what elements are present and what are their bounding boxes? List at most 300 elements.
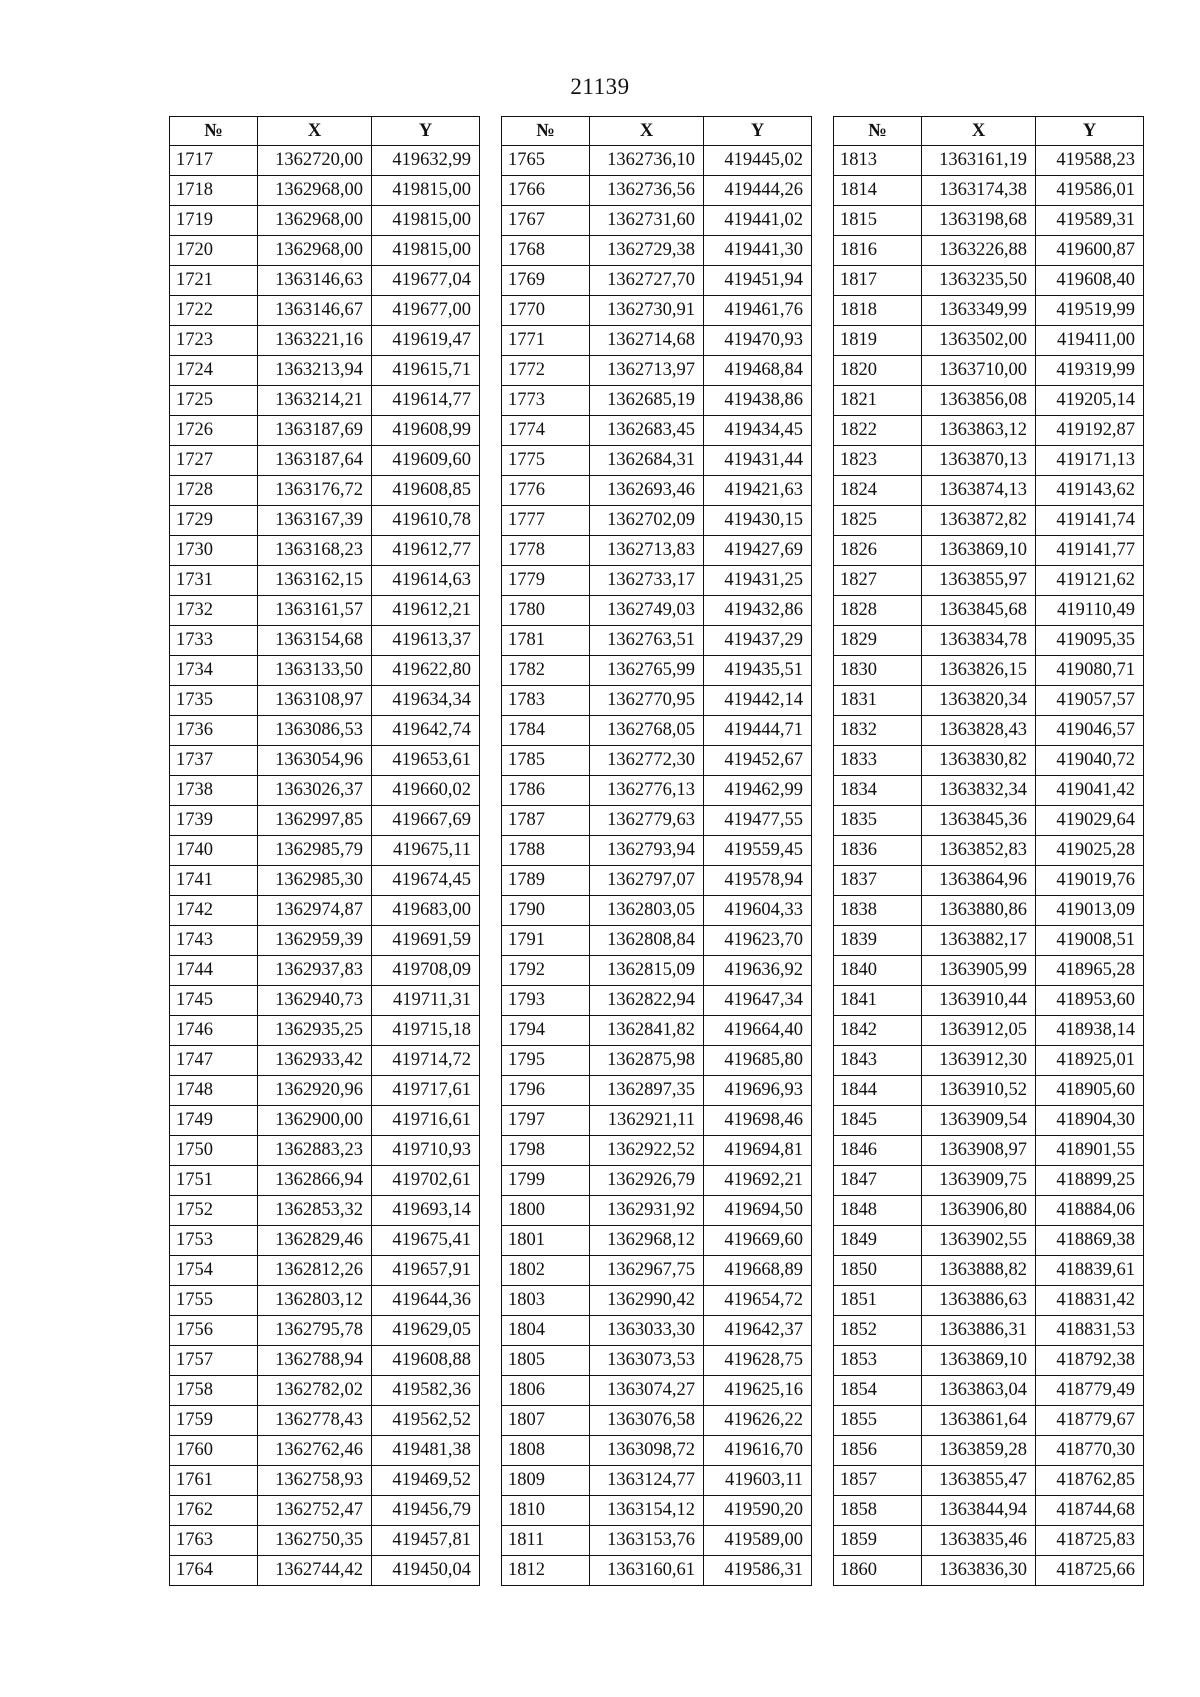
y-coordinate-cell: 419141,74 xyxy=(1036,506,1144,536)
y-coordinate-cell: 419562,52 xyxy=(372,1406,480,1436)
point-number-cell: 1750 xyxy=(170,1136,258,1166)
x-coordinate-cell: 1363909,54 xyxy=(922,1106,1036,1136)
y-coordinate-cell: 419603,11 xyxy=(704,1466,812,1496)
y-coordinate-cell: 419685,80 xyxy=(704,1046,812,1076)
y-coordinate-cell: 419677,00 xyxy=(372,296,480,326)
y-coordinate-cell: 418899,25 xyxy=(1036,1166,1144,1196)
y-coordinate-cell: 418884,06 xyxy=(1036,1196,1144,1226)
y-coordinate-cell: 419623,70 xyxy=(704,926,812,956)
point-number-cell: 1735 xyxy=(170,686,258,716)
point-number-cell: 1792 xyxy=(502,956,590,986)
x-coordinate-cell: 1362922,52 xyxy=(590,1136,704,1166)
table-row xyxy=(834,476,1144,506)
x-coordinate-cell: 1363870,13 xyxy=(922,446,1036,476)
y-coordinate-cell: 419664,40 xyxy=(704,1016,812,1046)
header-x: X xyxy=(590,117,704,146)
table-row xyxy=(834,1406,1144,1436)
table-row xyxy=(170,1406,480,1436)
point-number-cell: 1719 xyxy=(170,206,258,236)
point-number-cell: 1777 xyxy=(502,506,590,536)
point-number-cell: 1780 xyxy=(502,596,590,626)
table-row xyxy=(834,926,1144,956)
y-coordinate-cell: 419614,77 xyxy=(372,386,480,416)
x-coordinate-cell: 1362683,45 xyxy=(590,416,704,446)
x-coordinate-cell: 1362733,17 xyxy=(590,566,704,596)
table-row xyxy=(502,1376,812,1406)
point-number-cell: 1835 xyxy=(834,806,922,836)
point-number-cell: 1844 xyxy=(834,1076,922,1106)
y-coordinate-cell: 419608,88 xyxy=(372,1346,480,1376)
point-number-cell: 1838 xyxy=(834,896,922,926)
point-number-cell: 1736 xyxy=(170,716,258,746)
point-number-cell: 1791 xyxy=(502,926,590,956)
x-coordinate-cell: 1363863,04 xyxy=(922,1376,1036,1406)
point-number-cell: 1737 xyxy=(170,746,258,776)
x-coordinate-cell: 1362968,00 xyxy=(258,176,372,206)
y-coordinate-cell: 418831,53 xyxy=(1036,1316,1144,1346)
point-number-cell: 1774 xyxy=(502,416,590,446)
y-coordinate-cell: 419431,44 xyxy=(704,446,812,476)
point-number-cell: 1825 xyxy=(834,506,922,536)
point-number-cell: 1778 xyxy=(502,536,590,566)
y-coordinate-cell: 419612,21 xyxy=(372,596,480,626)
table-row xyxy=(170,1136,480,1166)
table-row xyxy=(834,1256,1144,1286)
x-coordinate-cell: 1362985,79 xyxy=(258,836,372,866)
point-number-cell: 1762 xyxy=(170,1496,258,1526)
table-row xyxy=(170,746,480,776)
table-row xyxy=(502,1016,812,1046)
y-coordinate-cell: 418744,68 xyxy=(1036,1496,1144,1526)
y-coordinate-cell: 419675,11 xyxy=(372,836,480,866)
y-coordinate-cell: 419629,05 xyxy=(372,1316,480,1346)
y-coordinate-cell: 419715,18 xyxy=(372,1016,480,1046)
table-row xyxy=(502,146,812,176)
point-number-cell: 1751 xyxy=(170,1166,258,1196)
point-number-cell: 1784 xyxy=(502,716,590,746)
y-coordinate-cell: 419608,85 xyxy=(372,476,480,506)
y-coordinate-cell: 419710,93 xyxy=(372,1136,480,1166)
point-number-cell: 1796 xyxy=(502,1076,590,1106)
y-coordinate-cell: 419600,87 xyxy=(1036,236,1144,266)
point-number-cell: 1781 xyxy=(502,626,590,656)
x-coordinate-cell: 1362768,05 xyxy=(590,716,704,746)
y-coordinate-cell: 419438,86 xyxy=(704,386,812,416)
x-coordinate-cell: 1363830,82 xyxy=(922,746,1036,776)
y-coordinate-cell: 419654,72 xyxy=(704,1286,812,1316)
y-coordinate-cell: 419080,71 xyxy=(1036,656,1144,686)
y-coordinate-cell: 419444,71 xyxy=(704,716,812,746)
point-number-cell: 1860 xyxy=(834,1556,922,1586)
y-coordinate-cell: 419644,36 xyxy=(372,1286,480,1316)
y-coordinate-cell: 419590,20 xyxy=(704,1496,812,1526)
point-number-cell: 1845 xyxy=(834,1106,922,1136)
table-row xyxy=(170,296,480,326)
table-row xyxy=(834,986,1144,1016)
x-coordinate-cell: 1362685,19 xyxy=(590,386,704,416)
table-row xyxy=(170,836,480,866)
point-number-cell: 1851 xyxy=(834,1286,922,1316)
point-number-cell: 1725 xyxy=(170,386,258,416)
y-coordinate-cell: 419141,77 xyxy=(1036,536,1144,566)
point-number-cell: 1836 xyxy=(834,836,922,866)
point-number-cell: 1798 xyxy=(502,1136,590,1166)
table-row xyxy=(170,356,480,386)
x-coordinate-cell: 1362815,09 xyxy=(590,956,704,986)
y-coordinate-cell: 419470,93 xyxy=(704,326,812,356)
table-row xyxy=(170,1256,480,1286)
y-coordinate-cell: 419815,00 xyxy=(372,176,480,206)
point-number-cell: 1773 xyxy=(502,386,590,416)
coordinates-table-2 xyxy=(501,116,812,1586)
x-coordinate-cell: 1363154,12 xyxy=(590,1496,704,1526)
table-row xyxy=(502,1526,812,1556)
table-row xyxy=(170,1496,480,1526)
y-coordinate-cell: 419143,62 xyxy=(1036,476,1144,506)
y-coordinate-cell: 419110,49 xyxy=(1036,596,1144,626)
point-number-cell: 1839 xyxy=(834,926,922,956)
table-row xyxy=(834,686,1144,716)
table-row xyxy=(834,1226,1144,1256)
point-number-cell: 1724 xyxy=(170,356,258,386)
y-coordinate-cell: 419625,16 xyxy=(704,1376,812,1406)
y-coordinate-cell: 418938,14 xyxy=(1036,1016,1144,1046)
point-number-cell: 1734 xyxy=(170,656,258,686)
x-coordinate-cell: 1363146,67 xyxy=(258,296,372,326)
table-row xyxy=(170,1346,480,1376)
point-number-cell: 1790 xyxy=(502,896,590,926)
point-number-cell: 1805 xyxy=(502,1346,590,1376)
table-row xyxy=(834,296,1144,326)
x-coordinate-cell: 1363905,99 xyxy=(922,956,1036,986)
table-row xyxy=(834,896,1144,926)
x-coordinate-cell: 1362749,03 xyxy=(590,596,704,626)
y-coordinate-cell: 418904,30 xyxy=(1036,1106,1144,1136)
table-row xyxy=(502,1406,812,1436)
y-coordinate-cell: 419642,74 xyxy=(372,716,480,746)
point-number-cell: 1729 xyxy=(170,506,258,536)
x-coordinate-cell: 1362853,32 xyxy=(258,1196,372,1226)
x-coordinate-cell: 1363073,53 xyxy=(590,1346,704,1376)
x-coordinate-cell: 1363828,43 xyxy=(922,716,1036,746)
point-number-cell: 1797 xyxy=(502,1106,590,1136)
x-coordinate-cell: 1362684,31 xyxy=(590,446,704,476)
x-coordinate-cell: 1362968,00 xyxy=(258,206,372,236)
point-number-cell: 1810 xyxy=(502,1496,590,1526)
table-row xyxy=(834,746,1144,776)
point-number-cell: 1827 xyxy=(834,566,922,596)
table-row xyxy=(834,1496,1144,1526)
y-coordinate-cell: 419421,63 xyxy=(704,476,812,506)
table-row xyxy=(170,896,480,926)
point-number-cell: 1723 xyxy=(170,326,258,356)
x-coordinate-cell: 1362803,05 xyxy=(590,896,704,926)
point-number-cell: 1789 xyxy=(502,866,590,896)
table-row xyxy=(502,386,812,416)
y-coordinate-cell: 419095,35 xyxy=(1036,626,1144,656)
y-coordinate-cell: 419694,81 xyxy=(704,1136,812,1166)
point-number-cell: 1744 xyxy=(170,956,258,986)
y-coordinate-cell: 418831,42 xyxy=(1036,1286,1144,1316)
x-coordinate-cell: 1363874,13 xyxy=(922,476,1036,506)
y-coordinate-cell: 419619,47 xyxy=(372,326,480,356)
table-header-row xyxy=(170,117,480,146)
y-coordinate-cell: 419589,31 xyxy=(1036,206,1144,236)
point-number-cell: 1809 xyxy=(502,1466,590,1496)
y-coordinate-cell: 419435,51 xyxy=(704,656,812,686)
x-coordinate-cell: 1363198,68 xyxy=(922,206,1036,236)
y-coordinate-cell: 419669,60 xyxy=(704,1226,812,1256)
point-number-cell: 1742 xyxy=(170,896,258,926)
header-number: № xyxy=(834,117,922,146)
table-row xyxy=(834,506,1144,536)
point-number-cell: 1783 xyxy=(502,686,590,716)
point-number-cell: 1852 xyxy=(834,1316,922,1346)
x-coordinate-cell: 1362940,73 xyxy=(258,986,372,1016)
table-row xyxy=(502,866,812,896)
point-number-cell: 1857 xyxy=(834,1466,922,1496)
y-coordinate-cell: 419442,14 xyxy=(704,686,812,716)
x-coordinate-cell: 1363235,50 xyxy=(922,266,1036,296)
y-coordinate-cell: 419717,61 xyxy=(372,1076,480,1106)
table-row xyxy=(834,1136,1144,1166)
point-number-cell: 1779 xyxy=(502,566,590,596)
y-coordinate-cell: 418925,01 xyxy=(1036,1046,1144,1076)
y-coordinate-cell: 419693,14 xyxy=(372,1196,480,1226)
y-coordinate-cell: 419667,69 xyxy=(372,806,480,836)
x-coordinate-cell: 1362727,70 xyxy=(590,266,704,296)
x-coordinate-cell: 1363502,00 xyxy=(922,326,1036,356)
x-coordinate-cell: 1363124,77 xyxy=(590,1466,704,1496)
x-coordinate-cell: 1362788,94 xyxy=(258,1346,372,1376)
x-coordinate-cell: 1362762,46 xyxy=(258,1436,372,1466)
x-coordinate-cell: 1363054,96 xyxy=(258,746,372,776)
x-coordinate-cell: 1363710,00 xyxy=(922,356,1036,386)
point-number-cell: 1786 xyxy=(502,776,590,806)
x-coordinate-cell: 1362997,85 xyxy=(258,806,372,836)
y-coordinate-cell: 419481,38 xyxy=(372,1436,480,1466)
point-number-cell: 1794 xyxy=(502,1016,590,1046)
table-row xyxy=(834,1436,1144,1466)
point-number-cell: 1788 xyxy=(502,836,590,866)
point-number-cell: 1795 xyxy=(502,1046,590,1076)
y-coordinate-cell: 419610,78 xyxy=(372,506,480,536)
x-coordinate-cell: 1363213,94 xyxy=(258,356,372,386)
x-coordinate-cell: 1363226,88 xyxy=(922,236,1036,266)
table-row xyxy=(502,986,812,1016)
point-number-cell: 1752 xyxy=(170,1196,258,1226)
table-row xyxy=(170,716,480,746)
x-coordinate-cell: 1362990,42 xyxy=(590,1286,704,1316)
x-coordinate-cell: 1363098,72 xyxy=(590,1436,704,1466)
table-row xyxy=(170,866,480,896)
table-row xyxy=(502,1436,812,1466)
x-coordinate-cell: 1362720,00 xyxy=(258,146,372,176)
point-number-cell: 1739 xyxy=(170,806,258,836)
x-coordinate-cell: 1363820,34 xyxy=(922,686,1036,716)
point-number-cell: 1808 xyxy=(502,1436,590,1466)
table-row xyxy=(170,686,480,716)
table-row xyxy=(502,956,812,986)
table-row xyxy=(502,746,812,776)
y-coordinate-cell: 419642,37 xyxy=(704,1316,812,1346)
table-row xyxy=(502,1466,812,1496)
y-coordinate-cell: 418779,67 xyxy=(1036,1406,1144,1436)
x-coordinate-cell: 1363856,08 xyxy=(922,386,1036,416)
table-row xyxy=(502,626,812,656)
table-row xyxy=(834,236,1144,266)
table-row xyxy=(502,806,812,836)
point-number-cell: 1787 xyxy=(502,806,590,836)
x-coordinate-cell: 1362758,93 xyxy=(258,1466,372,1496)
x-coordinate-cell: 1363221,16 xyxy=(258,326,372,356)
table-row xyxy=(502,1496,812,1526)
table-row xyxy=(834,1526,1144,1556)
y-coordinate-cell: 419040,72 xyxy=(1036,746,1144,776)
x-coordinate-cell: 1362778,43 xyxy=(258,1406,372,1436)
y-coordinate-cell: 419711,31 xyxy=(372,986,480,1016)
x-coordinate-cell: 1363859,28 xyxy=(922,1436,1036,1466)
point-number-cell: 1813 xyxy=(834,146,922,176)
header-number: № xyxy=(502,117,590,146)
point-number-cell: 1760 xyxy=(170,1436,258,1466)
point-number-cell: 1726 xyxy=(170,416,258,446)
x-coordinate-cell: 1363161,19 xyxy=(922,146,1036,176)
y-coordinate-cell: 419451,94 xyxy=(704,266,812,296)
y-coordinate-cell: 419612,77 xyxy=(372,536,480,566)
point-number-cell: 1717 xyxy=(170,146,258,176)
x-coordinate-cell: 1362935,25 xyxy=(258,1016,372,1046)
table-row xyxy=(170,1016,480,1046)
point-number-cell: 1782 xyxy=(502,656,590,686)
y-coordinate-cell: 419457,81 xyxy=(372,1526,480,1556)
table-row xyxy=(834,1346,1144,1376)
x-coordinate-cell: 1362736,56 xyxy=(590,176,704,206)
y-coordinate-cell: 419636,92 xyxy=(704,956,812,986)
y-coordinate-cell: 419121,62 xyxy=(1036,566,1144,596)
x-coordinate-cell: 1363826,15 xyxy=(922,656,1036,686)
point-number-cell: 1748 xyxy=(170,1076,258,1106)
x-coordinate-cell: 1362782,02 xyxy=(258,1376,372,1406)
x-coordinate-cell: 1363902,55 xyxy=(922,1226,1036,1256)
point-number-cell: 1730 xyxy=(170,536,258,566)
y-coordinate-cell: 419815,00 xyxy=(372,236,480,266)
table-row xyxy=(170,1286,480,1316)
y-coordinate-cell: 418725,83 xyxy=(1036,1526,1144,1556)
y-coordinate-cell: 419608,40 xyxy=(1036,266,1144,296)
header-y: Y xyxy=(704,117,812,146)
table-row xyxy=(502,416,812,446)
point-number-cell: 1850 xyxy=(834,1256,922,1286)
coordinates-table-3 xyxy=(833,116,1144,1586)
y-coordinate-cell: 419582,36 xyxy=(372,1376,480,1406)
x-coordinate-cell: 1362730,91 xyxy=(590,296,704,326)
point-number-cell: 1841 xyxy=(834,986,922,1016)
y-coordinate-cell: 418779,49 xyxy=(1036,1376,1144,1406)
table-row xyxy=(502,236,812,266)
point-number-cell: 1732 xyxy=(170,596,258,626)
point-number-cell: 1753 xyxy=(170,1226,258,1256)
y-coordinate-cell: 419632,99 xyxy=(372,146,480,176)
table-row xyxy=(834,1106,1144,1136)
x-coordinate-cell: 1363910,52 xyxy=(922,1076,1036,1106)
x-coordinate-cell: 1363855,47 xyxy=(922,1466,1036,1496)
table-row xyxy=(170,206,480,236)
table-row xyxy=(502,776,812,806)
y-coordinate-cell: 419462,99 xyxy=(704,776,812,806)
table-row xyxy=(834,1196,1144,1226)
point-number-cell: 1849 xyxy=(834,1226,922,1256)
table-row xyxy=(834,146,1144,176)
x-coordinate-cell: 1362797,07 xyxy=(590,866,704,896)
table-row xyxy=(834,1046,1144,1076)
point-number-cell: 1768 xyxy=(502,236,590,266)
x-coordinate-cell: 1363074,27 xyxy=(590,1376,704,1406)
x-coordinate-cell: 1363076,58 xyxy=(590,1406,704,1436)
table-row xyxy=(502,1106,812,1136)
x-coordinate-cell: 1363214,21 xyxy=(258,386,372,416)
y-coordinate-cell: 419626,22 xyxy=(704,1406,812,1436)
table-row xyxy=(834,566,1144,596)
x-coordinate-cell: 1363880,86 xyxy=(922,896,1036,926)
table-row xyxy=(170,1556,480,1586)
x-coordinate-cell: 1362921,11 xyxy=(590,1106,704,1136)
point-number-cell: 1800 xyxy=(502,1196,590,1226)
table-row xyxy=(834,1466,1144,1496)
x-coordinate-cell: 1362875,98 xyxy=(590,1046,704,1076)
point-number-cell: 1814 xyxy=(834,176,922,206)
table-row xyxy=(502,926,812,956)
table-row xyxy=(170,1526,480,1556)
point-number-cell: 1721 xyxy=(170,266,258,296)
table-row xyxy=(834,806,1144,836)
point-number-cell: 1738 xyxy=(170,776,258,806)
header-x: X xyxy=(258,117,372,146)
point-number-cell: 1770 xyxy=(502,296,590,326)
table-row xyxy=(170,536,480,566)
x-coordinate-cell: 1362744,42 xyxy=(258,1556,372,1586)
point-number-cell: 1834 xyxy=(834,776,922,806)
x-coordinate-cell: 1362974,87 xyxy=(258,896,372,926)
y-coordinate-cell: 419519,99 xyxy=(1036,296,1144,326)
point-number-cell: 1815 xyxy=(834,206,922,236)
point-number-cell: 1765 xyxy=(502,146,590,176)
table-row xyxy=(502,1226,812,1256)
x-coordinate-cell: 1362897,35 xyxy=(590,1076,704,1106)
x-coordinate-cell: 1362926,79 xyxy=(590,1166,704,1196)
y-coordinate-cell: 419616,70 xyxy=(704,1436,812,1466)
y-coordinate-cell: 419441,30 xyxy=(704,236,812,266)
x-coordinate-cell: 1362812,26 xyxy=(258,1256,372,1286)
table-row xyxy=(834,266,1144,296)
table-row xyxy=(834,1556,1144,1586)
point-number-cell: 1769 xyxy=(502,266,590,296)
table-row xyxy=(502,1166,812,1196)
table-row xyxy=(502,446,812,476)
point-number-cell: 1749 xyxy=(170,1106,258,1136)
x-coordinate-cell: 1363886,31 xyxy=(922,1316,1036,1346)
table-row xyxy=(502,536,812,566)
point-number-cell: 1848 xyxy=(834,1196,922,1226)
y-coordinate-cell: 419046,57 xyxy=(1036,716,1144,746)
table-row xyxy=(170,566,480,596)
y-coordinate-cell: 419411,00 xyxy=(1036,326,1144,356)
table-row xyxy=(170,1226,480,1256)
point-number-cell: 1803 xyxy=(502,1286,590,1316)
y-coordinate-cell: 419445,02 xyxy=(704,146,812,176)
x-coordinate-cell: 1363869,10 xyxy=(922,536,1036,566)
y-coordinate-cell: 419431,25 xyxy=(704,566,812,596)
